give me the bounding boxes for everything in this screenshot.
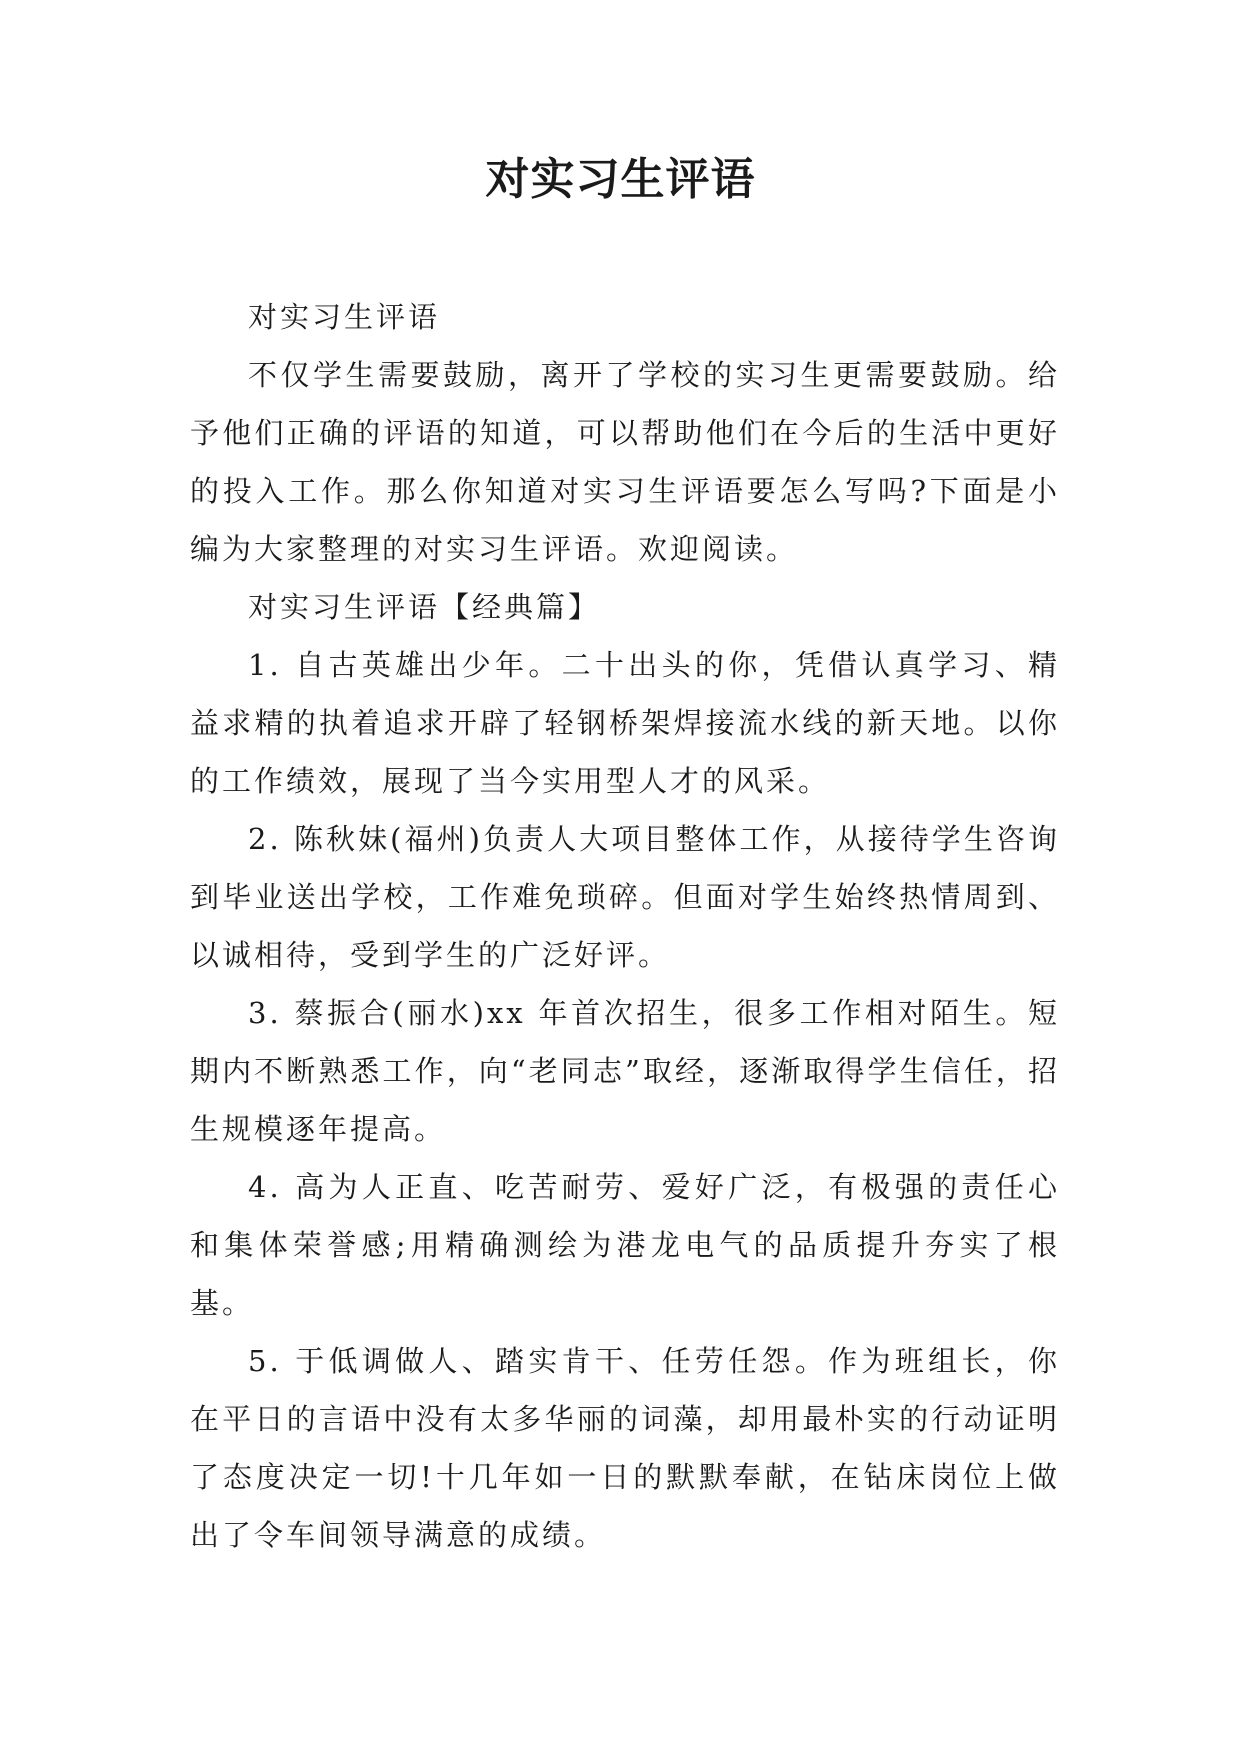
paragraph-item-4: 4. 高为人正直、吃苦耐劳、爱好广泛，有极强的责任心和集体荣誉感;用精确测绘为港龙电气的品质提升夯实了根基。 [190, 1170, 1060, 1320]
paragraph-item-5: 5. 于低调做人、踏实肯干、任劳任怨。作为班组长，你在平日的言语中没有太多华丽的词藻，却用最朴实的行动证明了态度决定一切!十几年如一日的默默奉献，在钻床岗位上做出了令车间领导满意的成绩。 [190, 1344, 1060, 1552]
paragraph-item-3: 3. 蔡振合(丽水)xx 年首次招生，很多工作相对陌生。短期内不断熟悉工作，向“老同志”取经，逐渐取得学生信任，招生规模逐年提高。 [190, 996, 1060, 1146]
paragraph-item-1: 1. 自古英雄出少年。二十出头的你，凭借认真学习、精益求精的执着追求开辟了轻钢桥架焊接流水线的新天地。以你的工作绩效，展现了当今实用型人才的风采。 [190, 648, 1060, 798]
paragraph-subtitle: 对实习生评语 [248, 300, 441, 334]
paragraph-section-heading: 对实习生评语【经典篇】 [248, 590, 601, 624]
document-body [190, 288, 1060, 1564]
paragraph-intro: 不仅学生需要鼓励，离开了学校的实习生更需要鼓励。给予他们正确的评语的知道，可以帮助他们在今后的生活中更好的投入工作。那么你知道对实习生评语要怎么写吗?下面是小编为大家整理的对实习生评语。欢迎阅读。 [190, 358, 1060, 566]
paragraph-item-2: 2. 陈秋妹(福州)负责人大项目整体工作，从接待学生咨询到毕业送出学校，工作难免琐碎。但面对学生始终热情周到、以诚相待，受到学生的广泛好评。 [190, 822, 1060, 972]
document-title: 对实习生评语 [485, 154, 756, 205]
